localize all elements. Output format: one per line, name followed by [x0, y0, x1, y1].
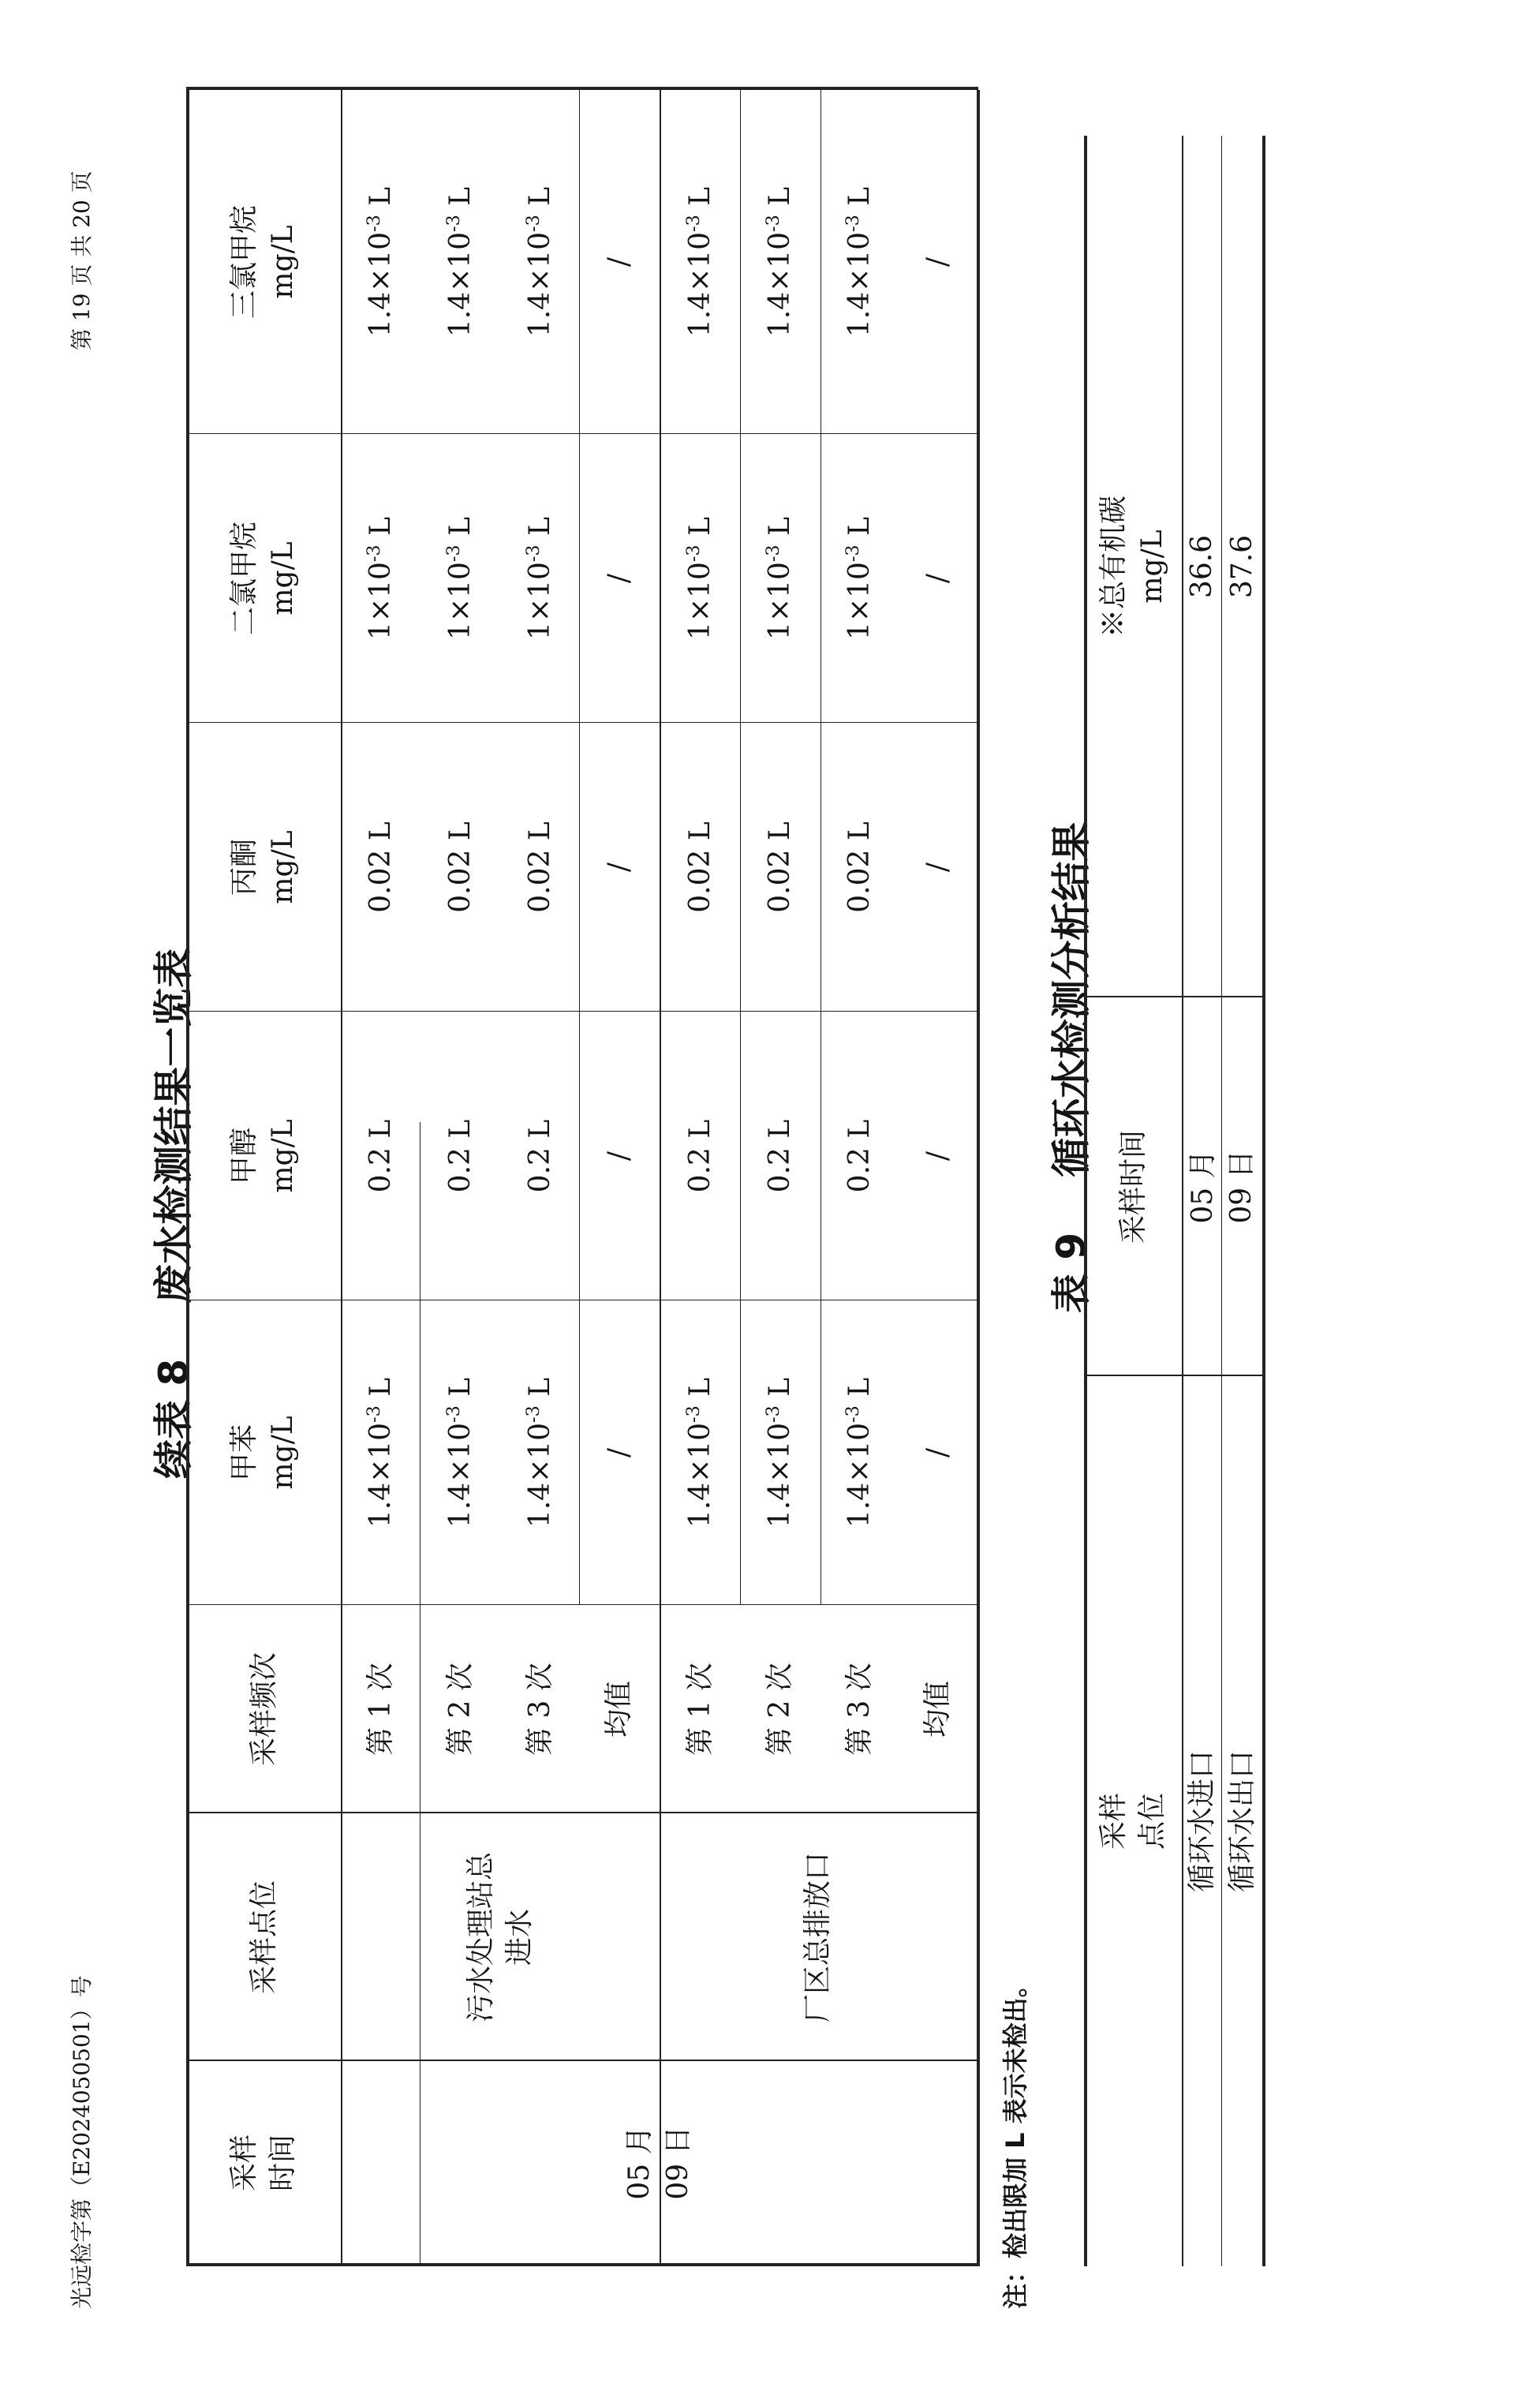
t9-toc-outlet: 37.6 — [1225, 534, 1258, 599]
table8-cell-c5: $1.4\times 10^{-3}$ L — [522, 186, 556, 338]
table8-cell-c5: / — [921, 256, 954, 268]
table8-cell-c1: $1.4\times 10^{-3}$ L — [682, 1377, 716, 1528]
point-sewage-inlet: 污水处理站总 进水 — [465, 1852, 536, 2023]
table8-cell-freq: 均值 — [602, 1681, 635, 1738]
table8-cell-c1: $1.4\times 10^{-3}$ L — [762, 1377, 796, 1528]
table8-cell-c3: 0.02 L — [763, 821, 796, 913]
report-number: 光远检字第（E2024050501）号 — [69, 1975, 95, 2309]
t9-header-point: 采样 点位 — [1097, 1793, 1168, 1850]
table8-cell-c3: 0.02 L — [843, 821, 876, 913]
table8-cell-c4: $1\times 10^{-3}$ L — [522, 517, 556, 640]
table8-cell-c5: $1.4\times 10^{-3}$ L — [443, 186, 477, 338]
table8-cell-c1: $1.4\times 10^{-3}$ L — [443, 1377, 477, 1528]
page-counter: 第 19 页 共 20 页 — [69, 170, 95, 350]
t9-point-outlet: 循环水出口 — [1225, 1750, 1258, 1893]
table8-cell-freq: 第 3 次 — [843, 1663, 876, 1756]
header-acetone: 丙酮 mg/L — [228, 830, 299, 904]
table8-cell-c1: $1.4\times 10^{-3}$ L — [522, 1377, 556, 1528]
table8-cell-freq: 第 3 次 — [523, 1663, 556, 1756]
table8-cell-c2: / — [602, 1150, 635, 1162]
table8-cell-freq: 第 1 次 — [364, 1663, 397, 1756]
table8-cell-c4: $1\times 10^{-3}$ L — [443, 517, 477, 640]
t9-sample-date: 05 月 09 日 — [1187, 1150, 1258, 1224]
sample-date: 05 月 09 日 — [623, 2126, 694, 2200]
table8-number: 续表 8 — [151, 1358, 196, 1479]
table8-cell-c2: 0.2 L — [763, 1119, 796, 1193]
table8-cell-c5: / — [602, 256, 635, 268]
table8-cell-c4: $1\times 10^{-3}$ L — [682, 517, 716, 640]
table8-cell-freq: 均值 — [921, 1681, 954, 1738]
table8-cell-c5: $1.4\times 10^{-3}$ L — [682, 186, 716, 338]
table8-cell-freq: 第 2 次 — [763, 1663, 796, 1756]
table8-title: 废水检测结果一览表 — [151, 948, 196, 1304]
t9-header-toc: ※总有机碳 mg/L — [1097, 496, 1168, 638]
table8-cell-c3: / — [602, 862, 635, 873]
header-dichloromethane: 二氯甲烷 mg/L — [228, 522, 299, 636]
header-sample-frequency: 采样频次 — [247, 1652, 280, 1767]
table8-cell-c5: $1.4\times 10^{-3}$ L — [842, 186, 876, 338]
header-trichloromethane: 三氯甲烷 mg/L — [228, 205, 299, 320]
table8-cell-c2: 0.2 L — [523, 1119, 556, 1193]
table8-cell-c2: / — [921, 1150, 954, 1162]
table8-cell-c3: 0.02 L — [523, 821, 556, 913]
header-sample-point: 采样点位 — [247, 1880, 280, 1995]
table8-cell-c4: / — [921, 573, 954, 584]
table8-cell-c4: $1\times 10^{-3}$ L — [762, 517, 796, 640]
footnote: 注：检出限加 L 表示未检出。 — [1000, 1972, 1030, 2309]
header-toluene: 甲苯 mg/L — [228, 1416, 299, 1490]
table8-cell-c5: $1.4\times 10^{-3}$ L — [363, 186, 397, 338]
table8-cell-c3: 0.02 L — [364, 821, 397, 913]
point-total-outlet: 厂区总排放口 — [801, 1852, 834, 2023]
table8-cell-c2: 0.2 L — [843, 1119, 876, 1193]
table8-cell-c1: $1.4\times 10^{-3}$ L — [842, 1377, 876, 1528]
table8-cell-c1: $1.4\times 10^{-3}$ L — [363, 1377, 397, 1528]
table8-cell-freq: 第 1 次 — [683, 1663, 716, 1756]
table8-cell-c1: / — [921, 1447, 954, 1458]
header-sample-time: 采样 时间 — [228, 2134, 299, 2192]
table8-cell-c2: 0.2 L — [364, 1119, 397, 1193]
table8-cell-c4: $1\times 10^{-3}$ L — [363, 517, 397, 640]
table9-title: 循环水检测分析结果 — [1048, 821, 1094, 1177]
table8-cell-c1: / — [602, 1447, 635, 1458]
table8-cell-c3: 0.02 L — [443, 821, 477, 913]
table8-cell-c4: / — [602, 573, 635, 584]
t9-header-time: 采样时间 — [1116, 1130, 1149, 1244]
header-methanol: 甲醇 mg/L — [228, 1119, 299, 1193]
table8-cell-c2: 0.2 L — [443, 1119, 477, 1193]
table8-cell-c3: / — [921, 862, 954, 873]
table8-cell-c4: $1\times 10^{-3}$ L — [842, 517, 876, 640]
table8-cell-c5: $1.4\times 10^{-3}$ L — [762, 186, 796, 338]
table8-cell-c2: 0.2 L — [683, 1119, 716, 1193]
t9-point-inlet: 循环水进口 — [1185, 1750, 1218, 1893]
table8-cell-c3: 0.02 L — [683, 821, 716, 913]
table9-number: 表 9 — [1048, 1232, 1094, 1313]
table8-cell-freq: 第 2 次 — [443, 1663, 477, 1756]
t9-toc-inlet: 36.6 — [1185, 534, 1218, 599]
